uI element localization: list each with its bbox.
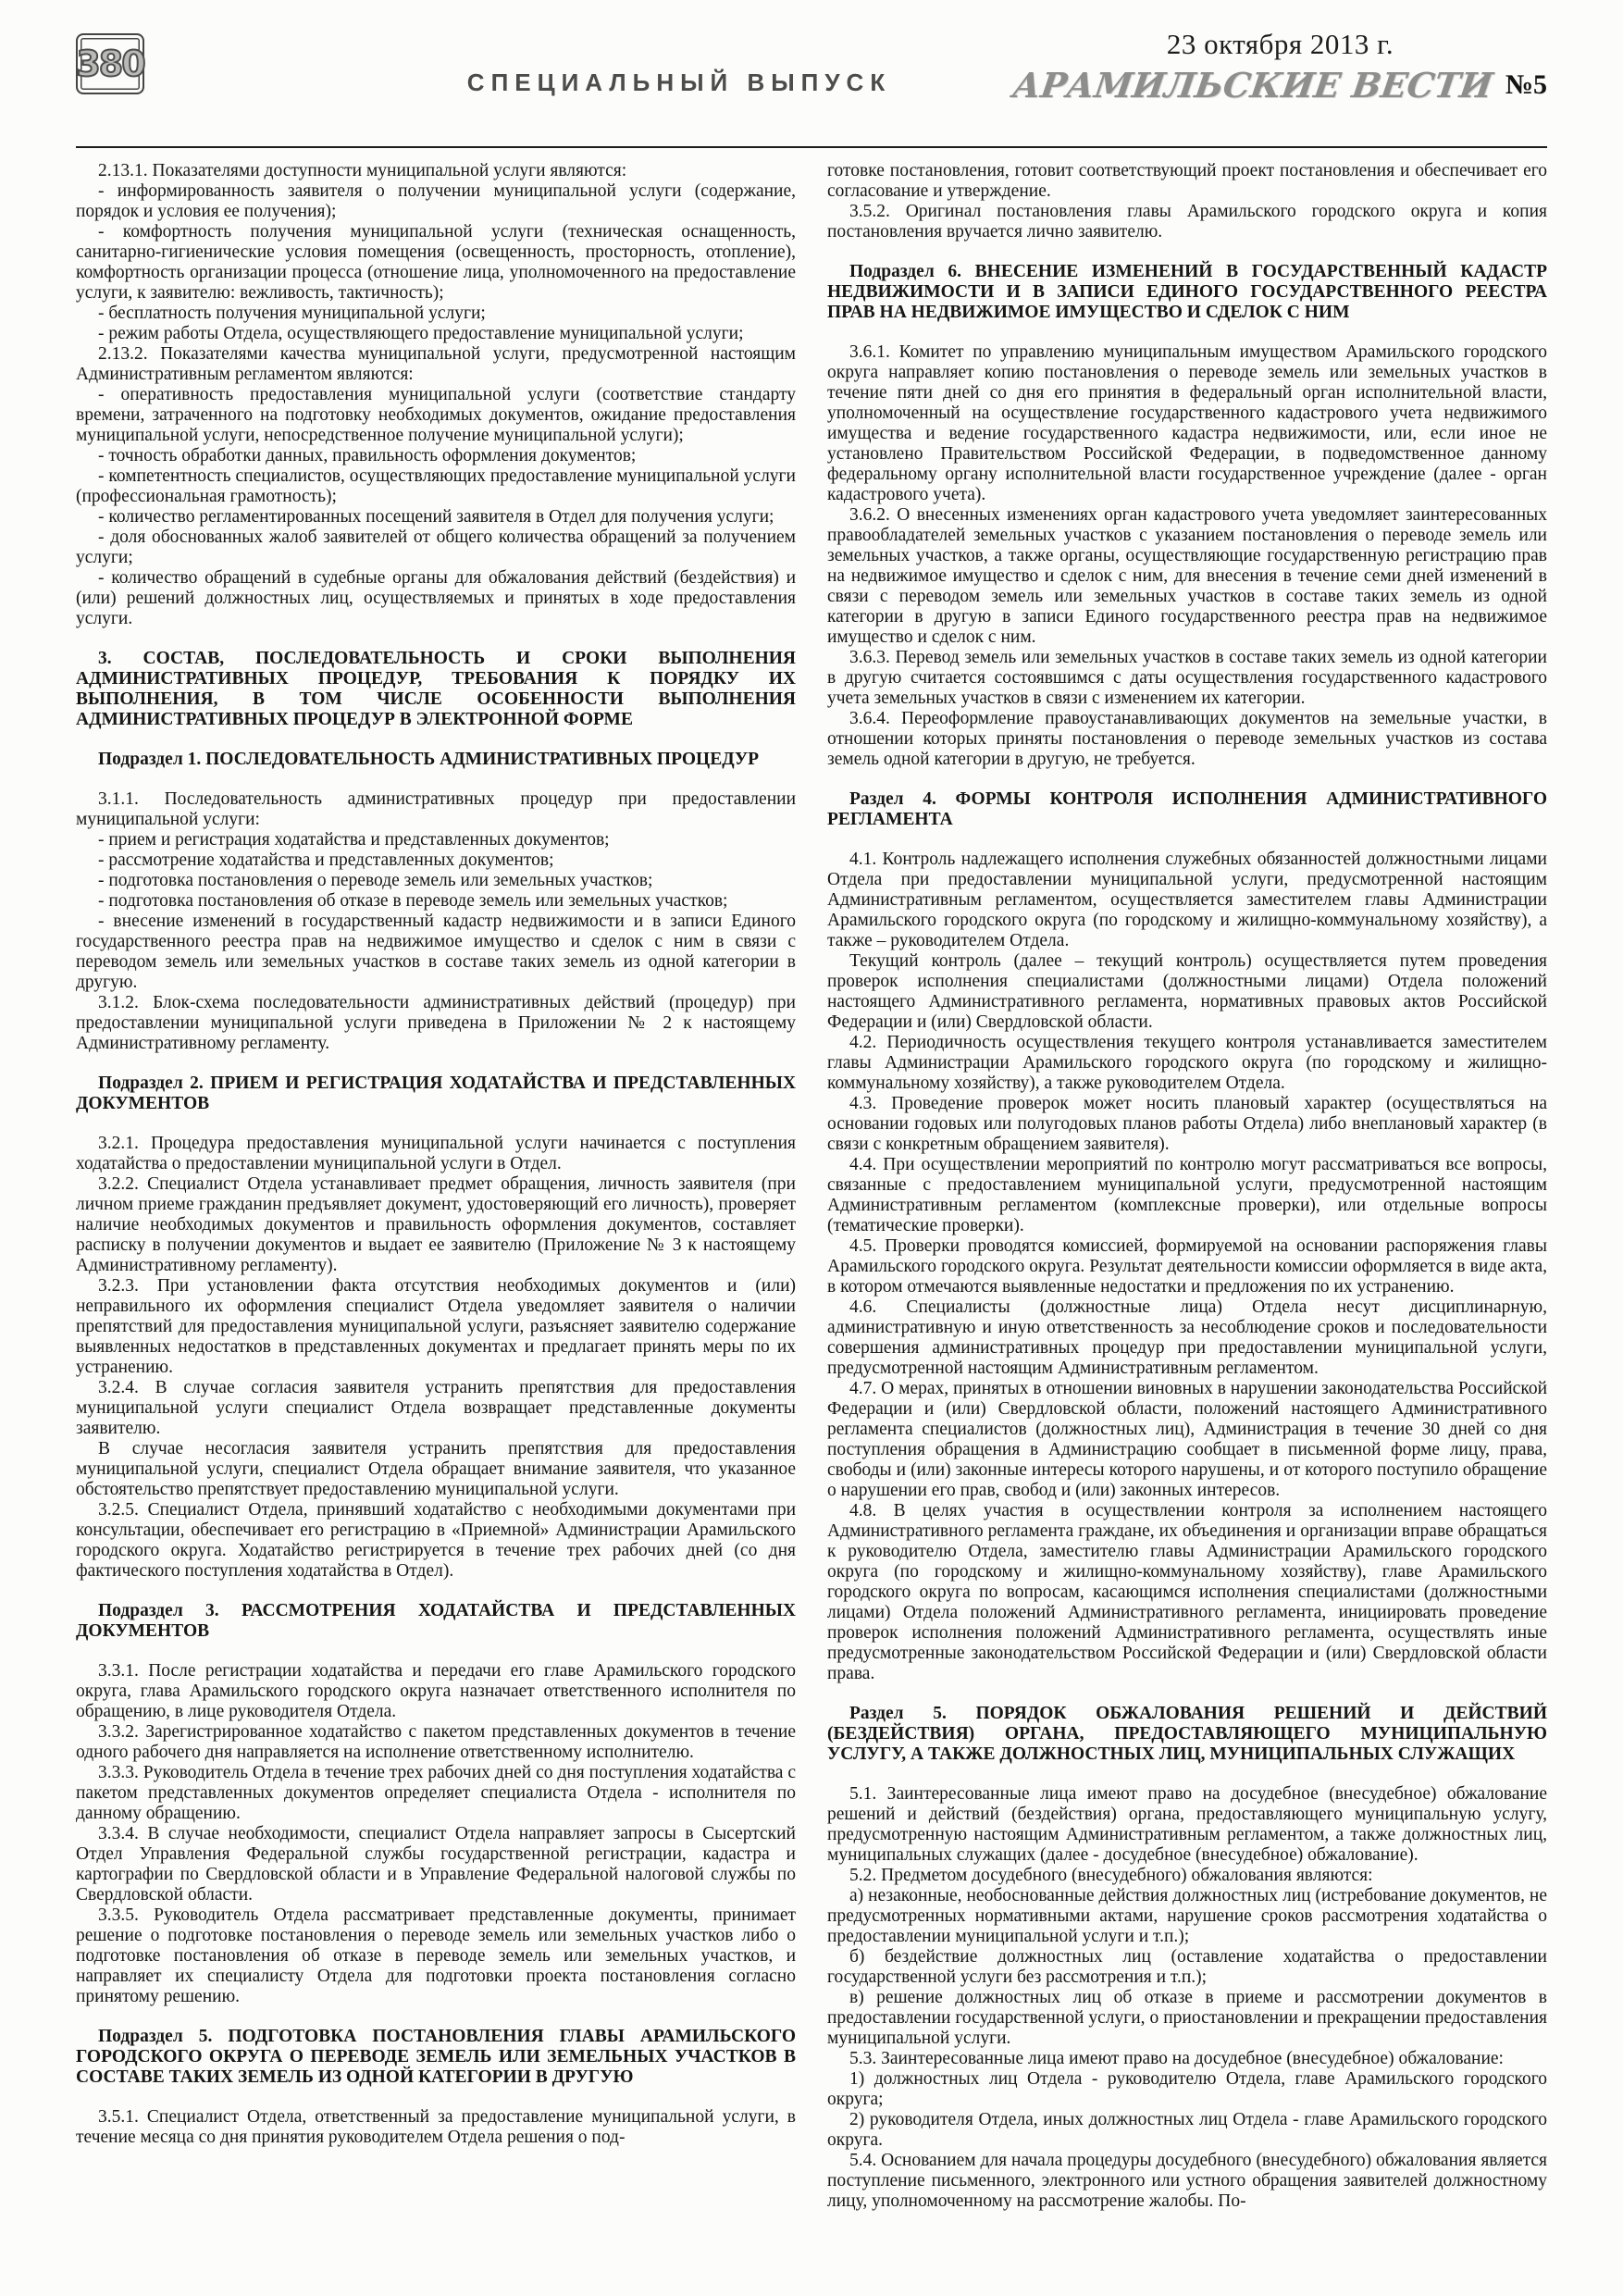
masthead-row (1010, 65, 1547, 105)
paragraph: 4.2. Периодичность осуществления текущего контроля устанавливается заместителем главы Администрации Арамильского городского округа (по городскому и жилищно-коммунальному хозяйству), а также руководителем Отдела. (827, 1033, 1547, 1093)
paragraph: 4.6. Специалисты (должностные лица) Отдела несут дисциплинарную, административную и иную ответственность за несоблюдение сроков и последовательности совершения административных процедур при предоставлении муниципальной услуги, предусмотренной настоящим Административным регламентом. (827, 1297, 1547, 1378)
paragraph: 3.2.4. В случае согласия заявителя устранить препятствия для предоставления муниципальной услуги специалист Отдела возвращает представленные документы заявителю. (76, 1378, 796, 1438)
paragraph: - оперативность предоставления муниципальной услуги (соответствие стандарту времени, затраченного на подготовку необходимых документов, ожидание предоставления муниципальной услуги, непосредственное получение муниципальной услуги); (76, 385, 796, 445)
masthead-logo: АРАМИЛЬСКИЕ ВЕСТИ (1010, 65, 1495, 105)
paragraph: - бесплатность получения муниципальной услуги; (98, 304, 486, 323)
paragraph: 4.8. В целях участия в осуществлении контроля за исполнением настоящего Административного регламента граждане, их объединения и организации вправе обращаться к руководителю Отдела, заместителю главы Администрации Арамильского городского округа (по городскому и жилищно-коммунальному хозяйству), главе Арамильского городского округа по вопросам, касающимся исполнения специалистами (должностными лицами) Отдела положений Административного регламента, инициировать проведение проверок исполнения положений Административного регламента, осуществлять иные предусмотренные законодательством Российской Федерации и (или) Свердловской области права. (827, 1501, 1547, 1683)
section-heading: Подраздел 6. ВНЕСЕНИЕ ИЗМЕНЕНИЙ В ГОСУДАРСТВЕННЫЙ КАДАСТР НЕДВИЖИМОСТИ И В ЗАПИСИ ЕДИНОГО ГОСУДАРСТВЕННОГО РЕЕСТРА ПРАВ НА НЕДВИЖИМОЕ ИМУЩЕСТВО И СДЕЛОК С НИМ (827, 262, 1547, 322)
section-heading: Раздел 5. ПОРЯДОК ОБЖАЛОВАНИЯ РЕШЕНИЙ И ДЕЙСТВИЙ (БЕЗДЕЙСТВИЯ) ОРГАНА, ПРЕДОСТАВЛЯЮЩЕГО МУНИЦИПАЛЬНУЮ УСЛУГУ, А ТАКЖЕ ДОЛЖНОСТНЫХ ЛИЦ, МУНИЦИПАЛЬНЫХ СЛУЖАЩИХ (827, 1704, 1547, 1764)
paragraph: 3.6.1. Комитет по управлению муниципальным имуществом Арамильского городского округа направляет копию постановления о переводе земель или земельных участков в течение пяти дней со дня его принятия в федеральный орган исполнительной власти, уполномоченный на осуществление государственного кадастрового учета недвижимого имущества и ведение государственного кадастра недвижимости, или, если иное не установлено Правительством Российской Федерации, в подведомственное данному федеральному органу исполнительной власти государственное учреждение (далее - орган кадастрового учета). (827, 342, 1547, 504)
paragraph: - количество обращений в судебные органы для обжалования действий (бездействия) и (или) решений должностных лиц, осуществляемых и принятых в ходе предоставления услуги. (76, 568, 796, 628)
paragraph: 3.6.4. Переоформление правоустанавливающих документов на земельные участки, в отношении которых приняты постановления о переводе земельных участков из состава земель одной категории в другую, не требуется. (827, 709, 1547, 769)
section-heading: Раздел 4. ФОРМЫ КОНТРОЛЯ ИСПОЛНЕНИЯ АДМИНИСТРАТИВНОГО РЕГЛАМЕНТА (827, 789, 1547, 829)
paragraph: - внесение изменений в государственный кадастр недвижимости и в записи Единого государственного реестра прав на недвижимое имущество и сделок с ним в связи с переводом земель или земельных участков в составе таких земель из одной категории в другую. (76, 912, 796, 992)
paragraph: б) бездействие должностных лиц (оставление ходатайства о предоставлении государственной услуги без рассмотрения и т.п.); (827, 1947, 1547, 1987)
paragraph: 3.2.2. Специалист Отдела устанавливает предмет обращения, личность заявителя (при личном приеме гражданин предъявляет документ, удостоверяющий его личность), проверяет наличие необходимых документов и правильность оформления документов, составляет расписку в получении документов и выдает ее заявителю (Приложение № 3 к настоящему Административному регламенту). (76, 1174, 796, 1275)
paragraph: - комфортность получения муниципальной услуги (техническая оснащенность, санитарно-гигиенические условия помещения (освещенность, просторность, отопление), комфортность организации процесса (отношение лица, уполномоченного на предоставление услуги, к заявителю: вежливость, тактичность); (76, 222, 796, 303)
paragraph: 3.6.2. О внесенных изменениях орган кадастрового учета уведомляет заинтересованных правообладателей земельных участков с указанием постановления о переводе земель или земельных участков, а также органы, осуществляющие государственную регистрацию прав на недвижимое имущество и сделок с ним, для внесения в течение семи дней изменений в связи с переводом земель или земельных участков в составе таких земель из одной категории в другую в записи Единого государственного реестра прав на недвижимое имущество и сделок с ним. (827, 505, 1547, 647)
paragraph: 4.3. Проведение проверок может носить плановый характер (осуществляться на основании годовых или полугодовых планов работы Отдела) либо внеплановый характер (в связи с конкретным обращением заявителя). (827, 1094, 1547, 1154)
section-heading: Подраздел 1. ПОСЛЕДОВАТЕЛЬНОСТЬ АДМИНИСТРАТИВНЫХ ПРОЦЕДУР (98, 750, 760, 769)
paragraph: - точность обработки данных, правильность оформления документов; (98, 446, 637, 465)
page-number-logo (76, 33, 144, 94)
paragraph: 2) руководителя Отдела, иных должностных лиц Отдела - главе Арамильского городского округа. (827, 2110, 1547, 2150)
paragraph: - информированность заявителя о получении муниципальной услуги (содержание, порядок и условия ее получения); (76, 181, 796, 221)
paragraph: 3.2.3. При установлении факта отсутствия необходимых документов и (или) неправильного их оформления специалист Отдела уведомляет заявителя о наличии препятствий для предоставления муниципальной услуги, разъясняет заявителю содержание выявленных недостатков в представленных документах и предлагает принять меры по их устранению. (76, 1276, 796, 1377)
paragraph: - прием и регистрация ходатайства и представленных документов; (98, 830, 610, 850)
paragraph: 4.4. При осуществлении мероприятий по контролю могут рассматриваться все вопросы, связанные с предоставлением муниципальной услуги, предусмотренной настоящим Административным регламентом (комплексные проверки), или отдельные вопросы (тематические проверки). (827, 1155, 1547, 1235)
section-heading: Подраздел 5. ПОДГОТОВКА ПОСТАНОВЛЕНИЯ ГЛАВЫ АРАМИЛЬСКОГО ГОРОДСКОГО ОКРУГА О ПЕРЕВОДЕ ЗЕМЕЛЬ ИЛИ ЗЕМЕЛЬНЫХ УЧАСТКОВ В СОСТАВЕ ТАКИХ ЗЕМЕЛЬ ИЗ ОДНОЙ КАТЕГОРИИ В ДРУГУЮ (76, 2027, 796, 2087)
paragraph: готовке постановления, готовит соответствующий проект постановления и обеспечивает его согласование и утверждение. (827, 161, 1547, 201)
paragraph: - режим работы Отдела, осуществляющего предоставление муниципальной услуги; (98, 324, 744, 343)
left-column (76, 161, 796, 2277)
paragraph: 4.7. О мерах, принятых в отношении виновных в нарушении законодательства Российской Федерации и (или) Свердловской области, положений настоящего Административного регламента специалистов (должностных лиц), Администрация в течение 30 дней со дня поступления обращения в Администрацию сообщает в письменной форме лицу, права, свободы и (или) законные интересы которого нарушены, и от которого поступило обращение о нарушении его прав, свобод и (или) законных интересов. (827, 1379, 1547, 1500)
paragraph: - доля обоснованных жалоб заявителей от общего количества обращений за получением услуги; (76, 527, 796, 567)
paragraph: 5.3. Заинтересованные лица имеют право на досудебное (внесудебное) обжалование: (849, 2049, 1504, 2068)
paragraph: В случае несогласия заявителя устранить препятствия для предоставления муниципальной услуги, специалист Отдела обращает внимание заявителя, что указанное обстоятельство препятствует предоставлению муниципальной услуги. (76, 1439, 796, 1499)
paragraph: 3.1.2. Блок-схема последовательности административных действий (процедур) при предоставлении муниципальной услуги приведена в Приложении № 2 к настоящему Административному регламенту. (76, 993, 796, 1053)
paragraph: 3.5.2. Оригинал постановления главы Арамильского городского округа и копия постановления вручается лично заявителю. (827, 202, 1547, 242)
section-title: СПЕЦИАЛЬНЫЙ ВЫПУСК (466, 68, 892, 96)
page-number-logo-text: 380 (76, 43, 144, 84)
paragraph: - количество регламентированных посещений заявителя в Отдел для получения услуги; (98, 507, 774, 527)
article-body (76, 148, 1547, 2277)
issue-number: №5 (1505, 69, 1547, 100)
paragraph: 3.6.3. Перевод земель или земельных участков в составе таких земель из одной категории в другую считается состоявшимся с даты осуществления государственного кадастрового учета земельных участков в связи с изменением их категории. (827, 648, 1547, 708)
paragraph: - рассмотрение ходатайства и представленных документов; (98, 850, 554, 870)
paragraph: 3.5.1. Специалист Отдела, ответственный за предоставление муниципальной услуги, в течение месяца со дня принятия руководителем Отдела решения о под- (76, 2107, 796, 2147)
paragraph: 2.13.2. Показателями качества муниципальной услуги, предусмотренной настоящим Административным регламентом являются: (76, 344, 796, 384)
paragraph: 3.2.5. Специалист Отдела, принявший ходатайство с необходимыми документами при консультации, обеспечивает его регистрацию в «Приемной» Администрации Арамильского городского округа. Ходатайство регистрируется в течение трех рабочих дней (со дня фактического поступления ходатайства в Отдел). (76, 1500, 796, 1581)
paragraph: 5.4. Основанием для начала процедуры досудебного (внесудебного) обжалования является поступление письменного, электронного или устного обращения заявителей должностному лицу, уполномоченному на рассмотрение жалобы. По- (827, 2151, 1547, 2211)
section-heading: Подраздел 3. РАССМОТРЕНИЯ ХОДАТАЙСТВА И ПРЕДСТАВЛЕННЫХ ДОКУМЕНТОВ (76, 1601, 796, 1641)
section-heading: Подраздел 2. ПРИЕМ И РЕГИСТРАЦИЯ ХОДАТАЙСТВА И ПРЕДСТАВЛЕННЫХ ДОКУМЕНТОВ (76, 1074, 796, 1113)
paragraph: 5.1. Заинтересованные лица имеют право на досудебное (внесудебное) обжалование решений и действий (бездействия) органа, предоставляющего муниципальную услугу, предусмотренную настоящим Административным регламентом, а также должностных лиц, муниципальных служащих (далее - досудебное (внесудебное) обжалование). (827, 1784, 1547, 1865)
paragraph: 3.3.4. В случае необходимости, специалист Отдела направляет запросы в Сысертский Отдел Управления Федеральной службы государственной регистрации, кадастра и картографии по Свердловской области и в Управление Федеральной налоговой службы по Свердловской области. (76, 1824, 796, 1905)
paragraph: 3.3.3. Руководитель Отдела в течение трех рабочих дней со дня поступления ходатайства с пакетом представленных документов определяет специалиста Отдела - исполнителя по данному обращению. (76, 1763, 796, 1823)
paragraph: в) решение должностных лиц об отказе в приеме и рассмотрении документов в предоставлении государственной услуги, о приостановлении и прекращении предоставления муниципальной услуги. (827, 1988, 1547, 2048)
paragraph: 3.2.1. Процедура предоставления муниципальной услуги начинается с поступления ходатайства о предоставлении муниципальной услуги в Отдел. (76, 1134, 796, 1173)
paragraph: 3.3.5. Руководитель Отдела рассматривает представленные документы, принимает решение о подготовке постановления о переводе земель или земельных участков либо о подготовке постановления об отказе в переводе земель или земельных участков, и направляет их специалисту Отдела для подготовки проекта постановления согласно принятому решению. (76, 1905, 796, 2006)
page-header (76, 0, 1547, 146)
paragraph: 3.3.2. Зарегистрированное ходатайство с пакетом представленных документов в течение одного рабочего дня направляется на исполнение ответственному исполнителю. (76, 1722, 796, 1762)
paragraph: - подготовка постановления об отказе в переводе земель или земельных участков; (98, 891, 728, 911)
paragraph: 4.1. Контроль надлежащего исполнения служебных обязанностей должностными лицами Отдела при предоставлении муниципальной услуги, предусмотренной настоящим Административным регламентом, осуществляется заместителем главы Администрации Арамильского городского округа (по городскому и жилищно-коммунальному хозяйству), а также – руководителем Отдела. (827, 850, 1547, 950)
paragraph: 3.3.1. После регистрации ходатайства и передачи его главе Арамильского городского округа, глава Арамильского городского округа назначает ответственного исполнителя по обращению, в лице руководителя Отдела. (76, 1661, 796, 1721)
paragraph: 2.13.1. Показателями доступности муниципальной услуги являются: (98, 161, 627, 180)
paragraph: 4.5. Проверки проводятся комиссией, формируемой на основании распоряжения главы Арамильского городского округа. Результат деятельности комиссии оформляется в виде акта, в котором отмечаются выявленные недостатки и предложения по их устранению. (827, 1236, 1547, 1297)
paragraph: Текущий контроль (далее – текущий контроль) осуществляется путем проведения проверок исполнения специалистами (должностными лицами) Отдела положений настоящего Административного регламента, нормативных правовых актов Российской Федерации и (или) Свердловской области. (827, 951, 1547, 1032)
section-heading: 3. СОСТАВ, ПОСЛЕДОВАТЕЛЬНОСТЬ И СРОКИ ВЫПОЛНЕНИЯ АДМИНИСТРАТИВНЫХ ПРОЦЕДУР, ТРЕБОВАНИЯ К ПОРЯДКУ ИХ ВЫПОЛНЕНИЯ, В ТОМ ЧИСЛЕ ОСОБЕННОСТИ ВЫПОЛНЕНИЯ АДМИНИСТРАТИВНЫХ ПРОЦЕДУР В ЭЛЕКТРОННОЙ ФОРМЕ (76, 649, 796, 729)
issue-date: 23 октября 2013 г. (1166, 28, 1394, 60)
paragraph: а) незаконные, необоснованные действия должностных лиц (истребование документов, не предусмотренных нормативными актами, нарушение сроков рассмотрения ходатайства о предоставлении муниципальной услуги и т.п.); (827, 1886, 1547, 1946)
paragraph: - компетентность специалистов, осуществляющих предоставление муниципальной услуги (профессиональная грамотность); (76, 466, 796, 506)
masthead-block (1010, 28, 1547, 105)
paragraph: 5.2. Предметом досудебного (внесудебного) обжалования являются: (849, 1866, 1373, 1885)
paragraph: - подготовка постановления о переводе земель или земельных участков; (98, 871, 653, 890)
right-column (827, 161, 1547, 2277)
paragraph: 1) должностных лиц Отдела - руководителю Отдела, главе Арамильского городского округа; (827, 2069, 1547, 2109)
paragraph: 3.1.1. Последовательность административных процедур при предоставлении муниципальной услуги: (76, 789, 796, 829)
